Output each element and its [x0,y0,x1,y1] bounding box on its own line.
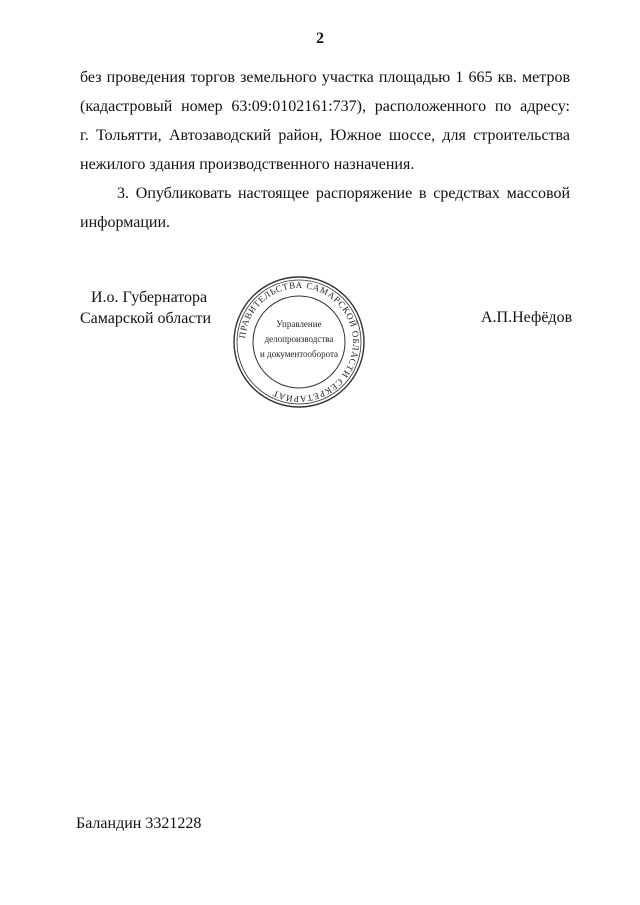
stamp-center-line: Управление [276,319,322,329]
item3-line: 3. Опубликовать настоящее распоряжение в средствах массовой [117,185,570,202]
page-number: 2 [316,30,324,47]
official-stamp [232,275,366,409]
body-line: без проведения торгов земельного участка площадью 1 665 кв. метров [80,69,570,86]
body-line: нежилого здания производственного назначения. [80,156,415,173]
signature-position-line2: Самарской области [80,310,211,327]
body-line: (кадастровый номер 63:09:0102161:737), расположенного по адресу: [80,98,570,115]
signature-position-line1: И.о. Губернатора [91,289,208,306]
stamp-center-line: и документооборота [259,349,339,359]
item3-line: информации. [80,214,171,231]
signatory-name: А.П.Нефёдов [481,309,573,326]
stamp-ring-text: ПРАВИТЕЛЬСТВА САМАРСКОЙ ОБЛАСТИ СЕКРЕТАРИАТ [237,279,362,405]
executor-info: Баландин 3321228 [76,815,202,832]
body-line: г. Тольятти, Автозаводский район, Южное шоссе, для строительства [80,127,570,144]
stamp-center-line: делопроизводства [264,334,334,344]
